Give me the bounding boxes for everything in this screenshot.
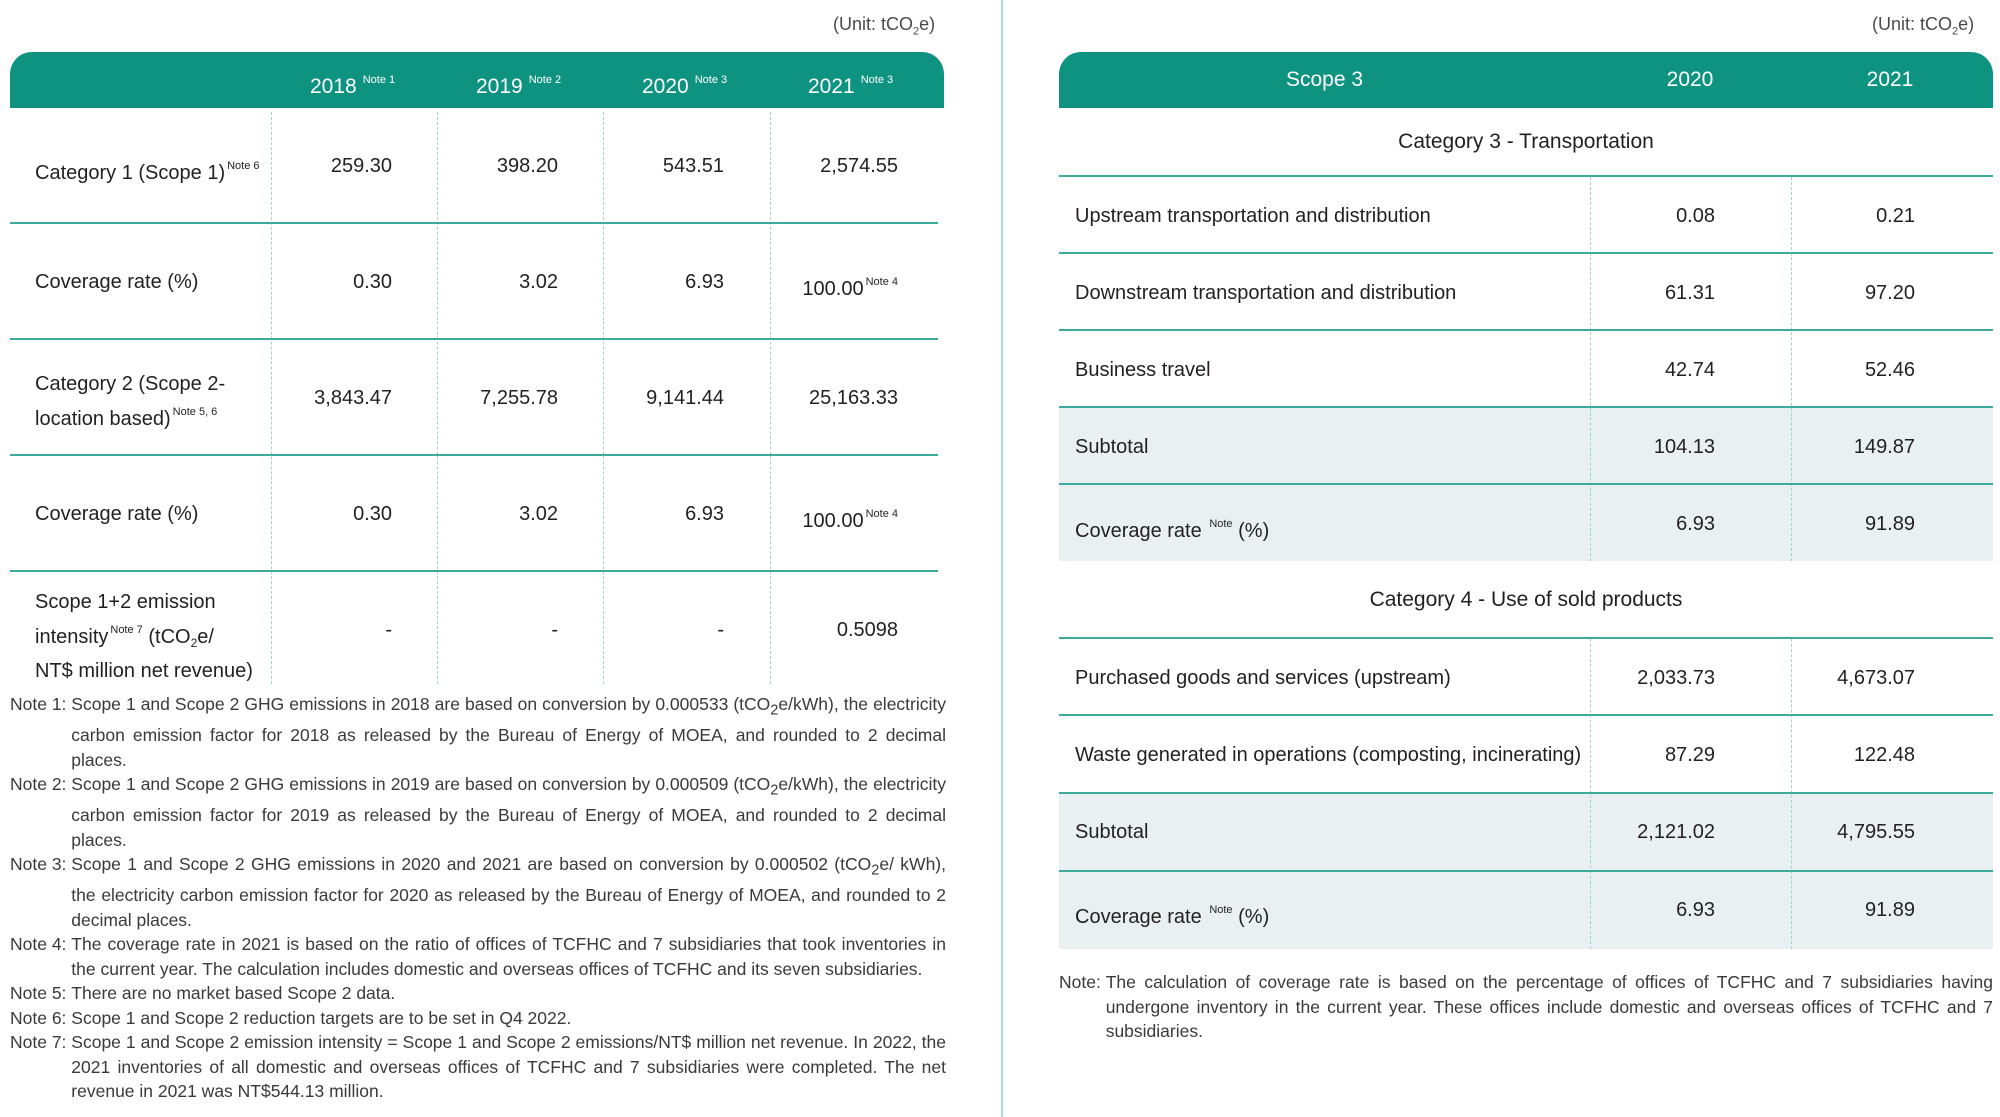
cell-value: 42.74	[1664, 359, 1715, 381]
right-col-divider	[1590, 639, 1591, 949]
row-separator	[1059, 175, 1993, 177]
cell-value: -	[385, 619, 392, 641]
row-separator	[1059, 714, 1993, 716]
footnote: Note 1: Scope 1 and Scope 2 GHG emissions in 2018 are based on conversion by 0.000533 (tCO$_2$e/kWh), the electricity carbon emission factor for 2018 as released by the Bureau of Energy of MOEA, and rounded to 2 decimal places.	[10, 694, 947, 770]
cell-value: 3,843.47	[314, 387, 392, 409]
row-label: Category 2 (Scope 2- location based) $^{Note 5, 6}$	[35, 373, 226, 430]
footnote: Note 5: There are no market based Scope 2 data.	[10, 983, 396, 1003]
cell-value: 398.20	[496, 155, 558, 177]
footnote: Note: The calculation of coverage rate is based on the percentage of offices of TCFHC and 7 subsidiaries having undergone inventory in the current year. These offices include domestic and overseas offices of TCFHC and 7 subsidiaries.	[1059, 972, 1993, 1041]
footnote: Note 6: Scope 1 and Scope 2 reduction targets are to be set in Q4 2022.	[10, 1007, 572, 1028]
header-2020: 2020 $^{Note 3}$	[642, 74, 728, 98]
header-2019: 2019 $^{Note 2}$	[476, 74, 562, 98]
cell-value: 6.93	[685, 271, 724, 293]
cell-value: 0.21	[1876, 205, 1915, 227]
row-label: Scope 1+2 emission intensity $^{Note 7}$ (tCO$_2$e/ NT$ million net revenue)	[35, 591, 253, 682]
left-col-divider	[437, 112, 438, 684]
row-separator	[1059, 483, 1993, 485]
left-notes	[10, 692, 946, 1104]
cell-value: 543.51	[662, 155, 724, 177]
footnote: Note 4: The coverage rate in 2021 is based on the ratio of offices of TCFHC and 7 subsidiaries that took inventories in the current year. The calculation includes domestic and overseas offices of TCFHC and its seven subsidiaries.	[10, 934, 946, 979]
cell-value: 100.00 $^{Note 4}$	[802, 508, 898, 532]
cell-value: 100.00 $^{Note 4}$	[802, 276, 898, 300]
cell-value: 122.48	[1853, 744, 1915, 766]
header-2021: 2021	[1866, 68, 1914, 91]
page-divider	[1001, 0, 1003, 1117]
cell-value: -	[551, 619, 558, 641]
row-label: Downstream transportation and distribution	[1075, 282, 1457, 304]
row-separator	[10, 222, 938, 224]
cell-value: 97.20	[1864, 282, 1915, 304]
cell-value: 0.30	[353, 503, 392, 525]
row-label: Coverage rate $^{Note}$ (%)	[1075, 518, 1270, 542]
cell-value: 6.93	[685, 503, 724, 525]
unit-label-left: (Unit: tCO$_2$e)	[833, 14, 936, 38]
cell-value: 0.30	[353, 271, 392, 293]
row-separator	[10, 570, 938, 572]
row-label: Coverage rate (%)	[35, 503, 199, 525]
row-label: Subtotal	[1075, 821, 1149, 843]
row-label: Waste generated in operations (composting, incinerating)	[1075, 744, 1582, 766]
footnote: Note 7: Scope 1 and Scope 2 emission intensity = Scope 1 and Scope 2 emissions/NT$ million net revenue. In 2022, the 2021 inventories of all domestic and overseas offices of TCFHC and 7 subsidiaries were completed. The net revenue in 2021 was NT$544.13 million.	[10, 1032, 946, 1101]
header-2020: 2020	[1666, 68, 1714, 91]
cell-value: -	[717, 619, 724, 641]
cell-value: 2,033.73	[1637, 667, 1715, 689]
row-label: Category 1 (Scope 1) $^{Note 6}$	[35, 160, 260, 184]
row-separator	[1059, 252, 1993, 254]
cell-value: 2,574.55	[820, 155, 898, 177]
left-col-divider	[603, 112, 604, 684]
right-table-header	[1059, 52, 1993, 108]
left-col-divider	[271, 112, 272, 684]
cell-value: 7,255.78	[480, 387, 558, 409]
cell-value: 259.30	[330, 155, 392, 177]
header-2018: 2018 $^{Note 1}$	[310, 74, 396, 98]
cell-value: 91.89	[1864, 513, 1915, 535]
row-separator	[10, 454, 938, 456]
cell-value: 6.93	[1676, 513, 1715, 535]
row-label: Coverage rate $^{Note}$ (%)	[1075, 904, 1270, 928]
right-note	[1059, 970, 1993, 1044]
cell-value: 4,795.55	[1837, 821, 1915, 843]
cell-value: 6.93	[1676, 899, 1715, 921]
row-separator	[1059, 792, 1993, 794]
left-table-header	[10, 52, 944, 108]
row-label: Upstream transportation and distribution	[1075, 205, 1431, 227]
row-label: Coverage rate (%)	[35, 271, 199, 293]
row-label: Purchased goods and services (upstream)	[1075, 667, 1451, 689]
cell-value: 9,141.44	[646, 387, 724, 409]
row-label: Subtotal	[1075, 436, 1149, 458]
cell-value: 0.08	[1676, 205, 1715, 227]
row-separator	[1059, 406, 1993, 408]
right-col-divider	[1590, 177, 1591, 561]
cell-value: 0.5098	[836, 619, 898, 641]
cell-value: 3.02	[519, 271, 558, 293]
cell-value: 91.89	[1864, 899, 1915, 921]
row-separator	[1059, 870, 1993, 872]
left-col-divider	[770, 112, 771, 684]
header-scope3: Scope 3	[1285, 68, 1364, 91]
cell-value: 4,673.07	[1837, 667, 1915, 689]
row-separator	[1059, 637, 1993, 639]
unit-label-right: (Unit: tCO$_2$e)	[1872, 14, 1975, 38]
category-4-title: Category 4 - Use of sold products	[1369, 588, 1683, 611]
right-col-divider	[1791, 639, 1792, 949]
cell-value: 61.31	[1664, 282, 1715, 304]
category-3-title: Category 3 - Transportation	[1398, 130, 1654, 153]
row-label: Business travel	[1075, 359, 1211, 381]
row-separator	[1059, 329, 1993, 331]
row-separator	[10, 338, 938, 340]
footnote: Note 2: Scope 1 and Scope 2 GHG emissions in 2019 are based on conversion by 0.000509 (tCO$_2$e/kWh), the electricity carbon emission factor for 2019 as released by the Bureau of Energy of MOEA, and rounded to 2 decimal places.	[10, 774, 947, 850]
header-2021: 2021 $^{Note 3}$	[808, 74, 894, 98]
right-col-divider	[1791, 177, 1792, 561]
cell-value: 52.46	[1864, 359, 1915, 381]
cell-value: 104.13	[1653, 436, 1715, 458]
footnote: Note 3: Scope 1 and Scope 2 GHG emissions in 2020 and 2021 are based on conversion by 0.000502 (tCO$_2$e/ kWh), the electricity carbon emission factor for 2020 as released by the Bureau of Energy of MOEA, and rounded to 2 decimal places.	[10, 854, 946, 930]
cell-value: 2,121.02	[1637, 821, 1715, 843]
cell-value: 87.29	[1664, 744, 1715, 766]
cell-value: 25,163.33	[809, 387, 898, 409]
cell-value: 149.87	[1853, 436, 1915, 458]
cell-value: 3.02	[519, 503, 558, 525]
